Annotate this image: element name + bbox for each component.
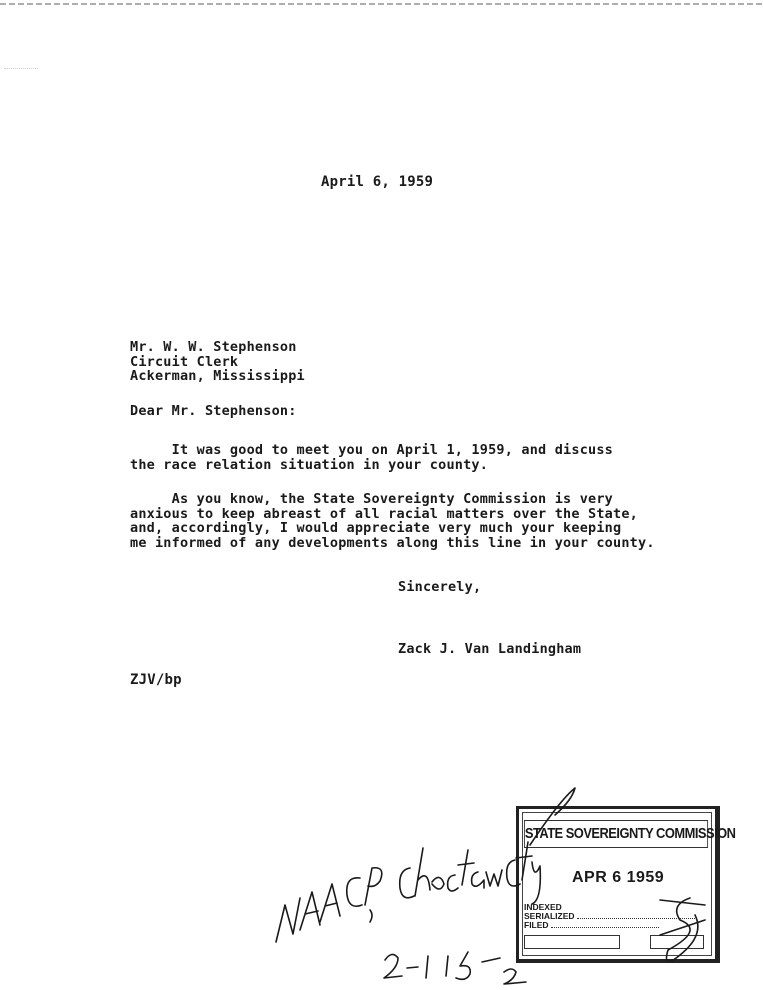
stamp-box-left (524, 935, 620, 949)
stamp-date: APR 6 1959 (572, 869, 665, 886)
margin-smudge (4, 68, 38, 81)
handwritten-file-number (380, 950, 530, 985)
body-paragraph-1: It was good to meet you on April 1, 1959, and discuss the race relation situation in your county. (130, 442, 614, 473)
handwritten-caption (270, 870, 530, 945)
stamp-title: STATE SOVEREIGNTY COMMISSION (524, 820, 708, 848)
letter-date: April 6, 1959 (321, 174, 434, 190)
typist-initials: ZJV/bp (130, 672, 182, 688)
handwritten-initials (648, 892, 718, 972)
closing: Sincerely, (398, 579, 482, 595)
salutation: Dear Mr. Stephenson: (130, 403, 297, 419)
stamp-line-filed: FILED (524, 921, 695, 930)
signature-name: Zack J. Van Landingham (398, 641, 582, 657)
body-paragraph-2: As you know, the State Sovereignty Commission is very anxious to keep abreast of all racial matters over the State, and, accordingly, I would appreciate very much your keeping me informed of any developments along this line in your county. (130, 491, 655, 551)
top-edge-rule (0, 3, 763, 5)
stamp-line-serialized: SERIALIZED (524, 912, 695, 921)
stamp-line-indexed: INDEXED (524, 902, 562, 912)
recipient-address: Mr. W. W. Stephenson Circuit Clerk Ackerman, Mississippi (130, 339, 305, 384)
